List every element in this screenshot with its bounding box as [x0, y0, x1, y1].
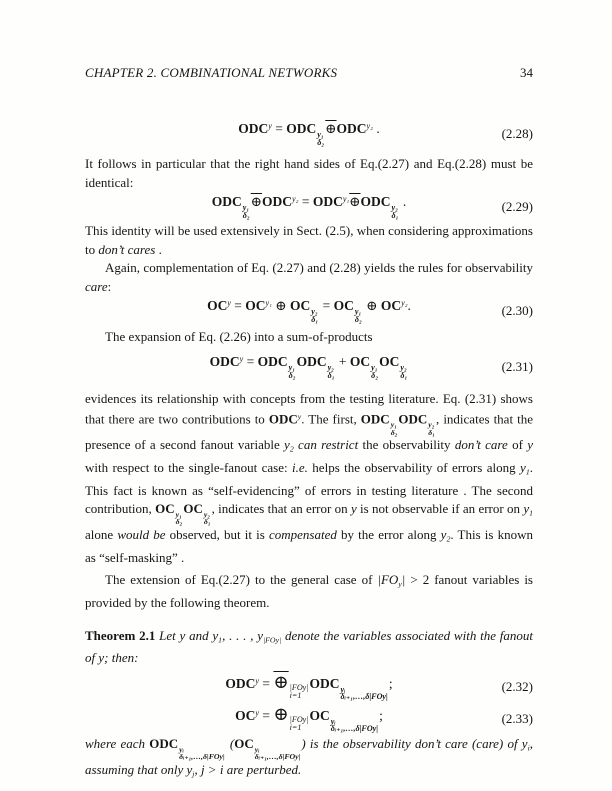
equation-number: (2.33)	[501, 710, 533, 726]
equation-2-30	[85, 296, 533, 326]
chapter-title: CHAPTER 2. COMBINATIONAL NETWORKS	[85, 65, 338, 80]
paragraph-where-each: where each ODC yᵢ δᵢ₊₁,…,δ|FOy| (OC yᵢ δᵢ₊₁,…,δ|FOy| ) is the observability don’t care (care) of $y_i$, assuming that only $y_j$, j > i are perturbed.	[85, 735, 533, 778]
equation-2-32	[85, 671, 533, 703]
paragraph-testing-literature: evidences its relationship with concepts from the testing literature. Eq. (2.31) shows that there are two contributions to ODC$^y$. The first, ODC y₁ δ₂ ODC y₂ δ₁ , indicates that the presence of a second fanout variable $y_2$ can restrict the observability don’t care of y with respect to the single-fanout case: i.e. helps the observability of errors along $y_1$. This fact is known as “self-evidencing” of errors in testing literature . The second contribution, OC y₁ δ₂ OC y₂ δ₁ , indicates that an error on y is not observable if an error on $y_1$ alone would be observed, but it is compensated by the error along $y_2$. This is known as “self-masking” .	[85, 390, 534, 565]
equation-number: (2.28)	[501, 126, 533, 141]
equation-body: $OC^y$ = ⊕ |FOy| i=1 OC yᵢ δᵢ₊₁,…,δ|FOy| ;	[235, 703, 383, 734]
equation-body: $ODC^y$ = ODC y₁ δ₂ ODC y₂ δ₁ + OC y₁ δ₂ OC y₂ δ₁	[209, 353, 408, 380]
equation-2-33	[85, 703, 533, 735]
page-header	[85, 65, 533, 81]
text-column	[85, 0, 533, 783]
paragraph-identical: It follows in particular that the right hand sides of Eq.(2.27) and Eq.(2.28) must be identical:	[85, 156, 533, 190]
paragraph-extension: The extension of Eq.(2.27) to the general case of $|FO_y| > 2$ fanout variables is provided by the following theorem.	[85, 572, 533, 610]
theorem-2-1: Theorem 2.1 Let y and $y_1$, . . . , $y_{|FOy|}$ denote the variables associated with the fanout of y; then:	[85, 627, 533, 666]
equation-number: (2.31)	[501, 358, 533, 374]
paragraph-identity-use: This identity will be used extensively in Sect. (2.5), when considering approximations to don’t cares .	[85, 223, 533, 257]
equation-number: (2.29)	[501, 199, 533, 214]
paragraph-expansion: The expansion of Eq. (2.26) into a sum-of-products	[105, 329, 373, 344]
equation-2-31	[85, 352, 533, 382]
equation-body: ODC y₁ δ₂ $\oplus ODC^{y_2}$ = $ODC^{y_1}\oplus ODC$ y₂ δ₁ .	[211, 194, 407, 221]
equation-number: (2.32)	[501, 678, 533, 694]
equation-body: $OC^y = OC^{y_1}$ ⊕ OC y₂ δ₁ = OC y₁ δ₂ ⊕ $OC^{y_2}$.	[207, 298, 411, 325]
equation-body: $ODC^y$ = ODC y₁ δ₂ $\oplus ODC^{y_2}$ .	[238, 121, 380, 148]
paragraph-complementation: Again, complementation of Eq. (2.27) and (2.28) yields the rules for observability care:	[85, 260, 533, 294]
equation-number: (2.30)	[501, 303, 533, 318]
equation-body: $ODC^y$ = ⊕ |FOy| i=1 ODC yᵢ δᵢ₊₁,…,δ|FOy| ;	[225, 671, 393, 702]
equation-2-28	[85, 119, 533, 149]
equation-2-29	[85, 192, 533, 222]
page-number: 34	[520, 65, 533, 80]
